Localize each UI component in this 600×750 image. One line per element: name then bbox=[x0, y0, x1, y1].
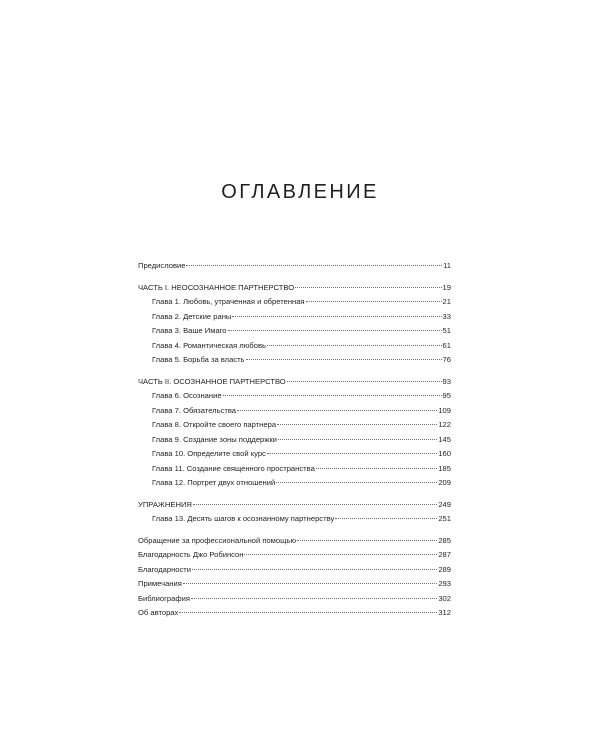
toc-page-number: 122 bbox=[438, 420, 451, 429]
dot-leader bbox=[335, 518, 437, 519]
toc-entry-label: Библиография bbox=[138, 593, 190, 603]
toc-entry-label: Обращение за профессиональной помощью bbox=[138, 535, 297, 545]
toc-entry-label: Глава 11. Создание священного пространства bbox=[152, 463, 315, 473]
toc-page-number: 249 bbox=[438, 499, 451, 509]
group-spacer bbox=[138, 368, 451, 375]
toc-section-entry bbox=[138, 534, 451, 549]
toc-entry-label: Благодарность Джо Робинсон bbox=[138, 550, 244, 559]
toc-entry-label: Глава 7. Обязательства bbox=[152, 405, 237, 415]
toc-chapter-entry bbox=[138, 462, 451, 477]
toc-entry-label: Глава 12. Портрет двух отношений bbox=[152, 478, 276, 487]
toc-page-number: 109 bbox=[438, 405, 451, 415]
toc-page-number: 287 bbox=[438, 550, 451, 559]
toc-page-number: 312 bbox=[438, 608, 451, 617]
toc-chapter-entry bbox=[138, 433, 451, 448]
toc-section-entry bbox=[138, 606, 451, 621]
toc-chapter-entry bbox=[138, 447, 451, 462]
toc-page-number: 93 bbox=[442, 376, 451, 386]
toc-section-entry bbox=[138, 259, 451, 274]
toc-page-number: 51 bbox=[442, 326, 451, 335]
table-of-contents bbox=[138, 259, 451, 621]
dot-leader bbox=[193, 504, 437, 505]
dot-leader bbox=[287, 381, 442, 382]
toc-chapter-entry bbox=[138, 404, 451, 419]
dot-leader bbox=[267, 453, 437, 454]
toc-entry-label: Об авторах bbox=[138, 608, 179, 617]
toc-page-number: 293 bbox=[438, 579, 451, 588]
toc-section-entry bbox=[138, 577, 451, 592]
toc-chapter-entry bbox=[138, 310, 451, 325]
dot-leader bbox=[295, 287, 441, 288]
dot-leader bbox=[179, 612, 437, 613]
toc-entry-label: Глава 9. Создание зоны поддержки bbox=[152, 434, 277, 444]
dot-leader bbox=[183, 583, 437, 584]
toc-page-number: 251 bbox=[438, 514, 451, 523]
toc-entry-label: Предисловие bbox=[138, 261, 186, 270]
toc-page-number: 302 bbox=[438, 593, 451, 603]
toc-entry-label: Глава 6. Осознание bbox=[152, 391, 222, 400]
dot-leader bbox=[316, 468, 438, 469]
group-spacer bbox=[138, 527, 451, 534]
dot-leader bbox=[228, 330, 442, 331]
toc-chapter-entry bbox=[138, 353, 451, 368]
toc-page-number: 289 bbox=[438, 564, 451, 574]
toc-page-number: 33 bbox=[442, 311, 451, 321]
dot-leader bbox=[297, 540, 437, 541]
dot-leader bbox=[191, 598, 437, 599]
toc-section-entry bbox=[138, 281, 451, 296]
toc-entry-label: Глава 5. Борьба за власть bbox=[152, 355, 245, 364]
toc-chapter-entry bbox=[138, 295, 451, 310]
toc-chapter-entry bbox=[138, 389, 451, 404]
dot-leader bbox=[276, 482, 437, 483]
toc-page-number: 19 bbox=[442, 282, 451, 292]
dot-leader bbox=[267, 345, 442, 346]
toc-section-entry bbox=[138, 375, 451, 390]
toc-page-number: 21 bbox=[442, 297, 451, 306]
dot-leader bbox=[237, 410, 437, 411]
toc-chapter-entry bbox=[138, 476, 451, 491]
toc-page-number: 185 bbox=[438, 463, 451, 473]
toc-chapter-entry bbox=[138, 418, 451, 433]
dot-leader bbox=[278, 439, 437, 440]
toc-entry-label: Глава 4. Романтическая любовь bbox=[152, 340, 266, 350]
toc-chapter-entry bbox=[138, 339, 451, 354]
toc-page-number: 11 bbox=[443, 261, 451, 270]
toc-entry-label: Глава 1. Любовь, утраченная и обретенная bbox=[152, 297, 305, 306]
toc-page-number: 209 bbox=[438, 478, 451, 487]
toc-entry-label: Глава 10. Определите свой курс bbox=[152, 449, 266, 458]
toc-chapter-entry bbox=[138, 512, 451, 527]
toc-page-number: 76 bbox=[442, 355, 451, 364]
toc-chapter-entry bbox=[138, 324, 451, 339]
toc-entry-label: Глава 3. Ваше Имаго bbox=[152, 326, 227, 335]
toc-page-number: 160 bbox=[438, 449, 451, 458]
group-spacer bbox=[138, 491, 451, 498]
page-title: ОГЛАВЛЕНИЕ bbox=[221, 181, 379, 203]
toc-entry-label: ЧАСТЬ II. ОСОЗНАННОЕ ПАРТНЕРСТВО bbox=[138, 376, 286, 386]
toc-entry-label: Глава 2. Детские раны bbox=[152, 311, 232, 321]
toc-page-number: 145 bbox=[438, 434, 451, 444]
toc-entry-label: Глава 13. Десять шагов к осознанному партнерству bbox=[152, 514, 335, 523]
toc-section-entry bbox=[138, 592, 451, 607]
dot-leader bbox=[306, 301, 442, 302]
dot-leader bbox=[244, 554, 437, 555]
dot-leader bbox=[277, 424, 437, 425]
dot-leader bbox=[186, 265, 442, 266]
dot-leader bbox=[192, 569, 437, 570]
toc-entry-label: ЧАСТЬ I. НЕОСОЗНАННОЕ ПАРТНЕРСТВО bbox=[138, 282, 295, 292]
toc-entry-label: Благодарности bbox=[138, 564, 192, 574]
toc-entry-label: УПРАЖНЕНИЯ bbox=[138, 499, 192, 509]
toc-page-number: 61 bbox=[442, 340, 451, 350]
toc-page-number: 95 bbox=[442, 391, 451, 400]
toc-entry-label: Глава 8. Откройте своего партнера bbox=[152, 420, 277, 429]
toc-entry-label: Примечания bbox=[138, 579, 182, 588]
toc-section-entry bbox=[138, 563, 451, 578]
dot-leader bbox=[232, 316, 441, 317]
dot-leader bbox=[246, 359, 442, 360]
toc-section-entry bbox=[138, 498, 451, 513]
group-spacer bbox=[138, 274, 451, 281]
dot-leader bbox=[223, 395, 442, 396]
toc-section-entry bbox=[138, 548, 451, 563]
toc-page-number: 285 bbox=[438, 535, 451, 545]
